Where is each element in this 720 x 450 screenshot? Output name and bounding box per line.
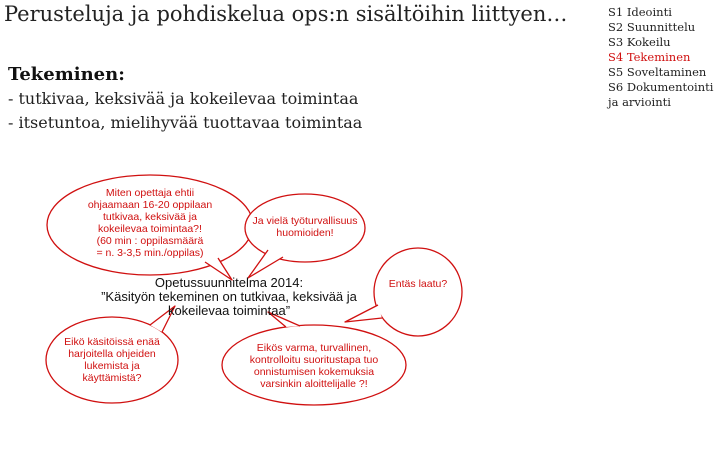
speech-bubble-right xyxy=(374,248,462,336)
curriculum-quote: Opetussuunnitelma 2014: ”Käsityön tekeminen on tutkivaa, keksivää ja kokeilevaa toimintaa” xyxy=(101,275,357,318)
bubble-text-bottom-right: Eikös varma, turvallinen, kontrolloitu suoritustapa tuo onnistumisen kokemuksia varsinkin aloittelijalle ?! xyxy=(249,342,379,390)
bubble-text-right: Entäs laatu? xyxy=(388,278,448,290)
bubble-text-top-right: Ja vielä työturvallisuus huomioiden! xyxy=(252,215,358,239)
nav-item-arviointi[interactable]: ja arviointi xyxy=(608,95,671,109)
bullet-item: - itsetuntoa, mielihyvää tuottavaa toimintaa xyxy=(8,113,363,132)
nav-item-soveltaminen[interactable]: S5 Soveltaminen xyxy=(608,65,707,79)
bubble-text-top-left: Miten opettaja ehtii ohjaamaan 16-20 oppilaan tutkivaa, keksivää ja kokeilevaa toimintaa?! (60 min : oppilasmäärä = n. 3-3,5 min./oppilas) xyxy=(87,187,213,259)
subheading: Tekeminen: xyxy=(8,64,125,85)
bubble-text-bottom-left: Eikö käsitöissä enää harjoitella ohjeiden lukemista ja käyttämistä? xyxy=(64,336,160,384)
nav-item-dokumentointi[interactable]: S6 Dokumentointi xyxy=(608,80,714,94)
nav-item-kokeilu[interactable]: S3 Kokeilu xyxy=(608,35,671,49)
bullet-item: - tutkivaa, keksivää ja kokeilevaa toimintaa xyxy=(8,89,359,108)
nav-item-suunnittelu[interactable]: S2 Suunnittelu xyxy=(608,20,696,34)
nav-item-ideointi[interactable]: S1 Ideointi xyxy=(608,5,672,19)
nav-item-tekeminen[interactable]: S4 Tekeminen xyxy=(608,50,691,64)
slide-title: Perusteluja ja pohdiskelua ops:n sisältöihin liittyen… xyxy=(4,2,568,26)
